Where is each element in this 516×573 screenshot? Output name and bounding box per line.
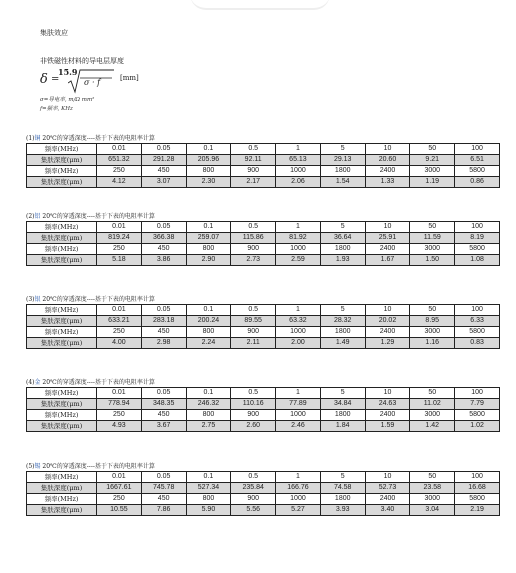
table-cell: 3.86 [141,255,186,266]
table-cell: 50 [410,144,455,155]
table-cell: 0.05 [141,305,186,316]
row-label: 频率(MHz) [27,244,97,255]
table-cell: 5.27 [276,505,321,516]
table-cell: 800 [186,410,231,421]
table-cell: 0.5 [231,305,276,316]
section-number: (5) [26,463,35,470]
table-cell: 1000 [276,410,321,421]
table-cell: 50 [410,472,455,483]
table-cell: 34.84 [320,399,365,410]
table-row [27,222,500,233]
table-row [27,255,500,266]
section-title [26,462,500,471]
table-cell: 20.60 [365,155,410,166]
table-cell: 0.05 [141,472,186,483]
table-row [27,483,500,494]
section-number: (3) [26,296,35,303]
table-cell: 1.50 [410,255,455,266]
row-label: 频率(MHz) [27,144,97,155]
table-cell: 1.84 [320,421,365,432]
row-label: 集肤深度(μm) [27,233,97,244]
table-cell: 1 [276,305,321,316]
section-description: 20℃的穿透深度----基于下表的电阻率计算 [40,296,155,303]
table-cell: 0.01 [97,222,142,233]
table-cell: 291.28 [141,155,186,166]
table-cell: 2.11 [231,338,276,349]
table-cell: 250 [97,166,142,177]
table-cell: 1800 [320,494,365,505]
table-cell: 5 [320,222,365,233]
table-cell: 2.30 [186,177,231,188]
table-cell: 259.07 [186,233,231,244]
table-cell: 2.75 [186,421,231,432]
table-cell: 36.64 [320,233,365,244]
table-cell: 2.90 [186,255,231,266]
table-cell: 4.00 [97,338,142,349]
section-number: (4) [26,379,35,386]
definition-frequency: f=频率, KHz [40,106,73,112]
table-cell: 6.51 [455,155,500,166]
row-label: 集肤深度(μm) [27,255,97,266]
table-cell: 5 [320,305,365,316]
table-cell: 23.58 [410,483,455,494]
table-cell: 900 [231,244,276,255]
table-cell: 250 [97,244,142,255]
table-cell: 10 [365,144,410,155]
table-cell: 0.5 [231,222,276,233]
table-cell: 0.01 [97,388,142,399]
metal-name: 锡 [34,463,41,470]
row-label: 集肤深度(μm) [27,399,97,410]
skin-depth-table [26,143,500,188]
table-row [27,155,500,166]
table-cell: 2400 [365,166,410,177]
table-cell: 1.59 [365,421,410,432]
table-cell: 11.59 [410,233,455,244]
table-cell: 50 [410,388,455,399]
section-description: 20℃的穿透深度----基于下表的电阻率计算 [40,463,155,470]
table-cell: 1.08 [455,255,500,266]
table-cell: 348.35 [141,399,186,410]
table-cell: 11.02 [410,399,455,410]
table-cell: 5.56 [231,505,276,516]
table-cell: 900 [231,327,276,338]
section-description: 20℃的穿透深度----基于下表的电阻率计算 [40,135,155,142]
table-cell: 0.1 [186,144,231,155]
table-cell: 2400 [365,494,410,505]
table-row [27,233,500,244]
table-cell: 1.19 [410,177,455,188]
table-cell: 3.07 [141,177,186,188]
skin-depth-table [26,221,500,266]
table-row [27,505,500,516]
table-cell: 16.68 [455,483,500,494]
table-cell: 5800 [455,494,500,505]
table-cell: 10 [365,222,410,233]
table-cell: 3.40 [365,505,410,516]
table-cell: 0.05 [141,222,186,233]
table-cell: 2.06 [276,177,321,188]
skin-depth-section [26,212,500,266]
table-cell: 1 [276,388,321,399]
row-label: 集肤深度(μm) [27,155,97,166]
table-cell: 450 [141,410,186,421]
table-cell: 745.78 [141,483,186,494]
table-row [27,177,500,188]
table-cell: 2400 [365,327,410,338]
row-label: 频率(MHz) [27,222,97,233]
table-row [27,166,500,177]
table-row [27,494,500,505]
table-cell: 4.93 [97,421,142,432]
row-label: 频率(MHz) [27,305,97,316]
table-cell: 1.93 [320,255,365,266]
table-cell: 2.73 [231,255,276,266]
table-cell: 5800 [455,410,500,421]
table-cell: 100 [455,305,500,316]
table-cell: 3000 [410,244,455,255]
table-cell: 3.93 [320,505,365,516]
skin-depth-formula [40,66,200,94]
table-cell: 1800 [320,410,365,421]
table-cell: 1.02 [455,421,500,432]
table-cell: 110.16 [231,399,276,410]
table-cell: 0.1 [186,388,231,399]
skin-depth-section [26,295,500,349]
table-cell: 77.89 [276,399,321,410]
table-row [27,421,500,432]
table-cell: 2.19 [455,505,500,516]
row-label: 频率(MHz) [27,472,97,483]
table-row [27,338,500,349]
table-cell: 0.05 [141,144,186,155]
section-description: 20℃的穿透深度----基于下表的电阻率计算 [40,213,155,220]
table-cell: 1000 [276,327,321,338]
table-cell: 0.1 [186,472,231,483]
table-cell: 283.18 [141,316,186,327]
formula-unit: [mm] [120,74,139,82]
table-cell: 5 [320,472,365,483]
table-cell: 1 [276,222,321,233]
table-cell: 10 [365,305,410,316]
formula-caption: 非铁磁性材料的导电层厚度 [40,57,124,65]
table-cell: 63.32 [276,316,321,327]
table-cell: 28.32 [320,316,365,327]
table-cell: 2400 [365,244,410,255]
table-cell: 5 [320,388,365,399]
table-cell: 3.04 [410,505,455,516]
page-edge-decoration [190,0,330,10]
formula-radicand: σ · f [84,78,101,87]
table-cell: 5800 [455,166,500,177]
row-label: 集肤深度(μm) [27,316,97,327]
page-title: 集肤效应 [40,29,68,37]
table-cell: 450 [141,327,186,338]
skin-depth-table [26,304,500,349]
table-cell: 2.60 [231,421,276,432]
table-cell: 0.5 [231,472,276,483]
row-label: 集肤深度(μm) [27,505,97,516]
table-cell: 235.84 [231,483,276,494]
table-row [27,327,500,338]
table-cell: 89.55 [231,316,276,327]
row-label: 频率(MHz) [27,388,97,399]
table-cell: 1000 [276,244,321,255]
table-cell: 100 [455,472,500,483]
table-row [27,388,500,399]
table-cell: 1667.61 [97,483,142,494]
table-cell: 8.95 [410,316,455,327]
section-title [26,134,500,143]
table-cell: 900 [231,166,276,177]
table-cell: 52.73 [365,483,410,494]
table-cell: 800 [186,327,231,338]
table-cell: 1800 [320,244,365,255]
table-cell: 92.11 [231,155,276,166]
table-cell: 778.94 [97,399,142,410]
table-cell: 1.33 [365,177,410,188]
table-cell: 2.24 [186,338,231,349]
table-cell: 0.01 [97,144,142,155]
table-cell: 1.49 [320,338,365,349]
table-cell: 0.86 [455,177,500,188]
table-cell: 25.91 [365,233,410,244]
table-cell: 5.18 [97,255,142,266]
table-cell: 1800 [320,166,365,177]
table-row [27,472,500,483]
section-number: (2) [26,213,35,220]
table-cell: 800 [186,166,231,177]
table-cell: 100 [455,144,500,155]
table-cell: 0.1 [186,305,231,316]
table-cell: 29.13 [320,155,365,166]
table-cell: 2.00 [276,338,321,349]
table-cell: 1.42 [410,421,455,432]
table-cell: 0.83 [455,338,500,349]
row-label: 集肤深度(μm) [27,338,97,349]
table-cell: 65.13 [276,155,321,166]
table-cell: 1.29 [365,338,410,349]
table-cell: 2.98 [141,338,186,349]
table-cell: 3000 [410,410,455,421]
table-cell: 2.17 [231,177,276,188]
skin-depth-section [26,378,500,432]
section-title [26,378,500,387]
table-cell: 6.33 [455,316,500,327]
section-number: (1) [26,135,35,142]
table-cell: 8.19 [455,233,500,244]
table-cell: 250 [97,494,142,505]
table-cell: 24.63 [365,399,410,410]
formula-symbol: δ [40,72,48,87]
table-cell: 7.79 [455,399,500,410]
table-cell: 5800 [455,327,500,338]
row-label: 集肤深度(μm) [27,483,97,494]
metal-name: 铜 [34,135,41,142]
table-row [27,399,500,410]
table-cell: 1 [276,472,321,483]
table-cell: 2.59 [276,255,321,266]
table-cell: 900 [231,410,276,421]
table-cell: 633.21 [97,316,142,327]
table-cell: 166.76 [276,483,321,494]
table-cell: 819.24 [97,233,142,244]
table-cell: 10 [365,472,410,483]
table-cell: 0.1 [186,222,231,233]
metal-name: 铝 [34,213,41,220]
table-cell: 800 [186,244,231,255]
table-cell: 1 [276,144,321,155]
table-cell: 3000 [410,327,455,338]
table-cell: 100 [455,388,500,399]
skin-depth-table [26,471,500,516]
table-cell: 3000 [410,494,455,505]
metal-name: 银 [34,296,41,303]
table-cell: 450 [141,166,186,177]
table-cell: 450 [141,494,186,505]
table-cell: 800 [186,494,231,505]
table-row [27,305,500,316]
table-cell: 2.46 [276,421,321,432]
table-cell: 20.02 [365,316,410,327]
table-cell: 250 [97,327,142,338]
table-cell: 1000 [276,494,321,505]
table-row [27,410,500,421]
skin-depth-section [26,134,500,188]
table-cell: 5.90 [186,505,231,516]
table-cell: 1.54 [320,177,365,188]
table-cell: 366.38 [141,233,186,244]
table-cell: 3.67 [141,421,186,432]
table-cell: 1000 [276,166,321,177]
table-cell: 900 [231,494,276,505]
table-cell: 0.05 [141,388,186,399]
formula-numerator: 15.9 [58,67,78,77]
table-row [27,244,500,255]
formula-equals: = [51,74,60,85]
table-cell: 100 [455,222,500,233]
table-cell: 200.24 [186,316,231,327]
table-cell: 0.5 [231,388,276,399]
table-cell: 2400 [365,410,410,421]
table-cell: 205.96 [186,155,231,166]
skin-depth-table [26,387,500,432]
row-label: 集肤深度(μm) [27,421,97,432]
section-title [26,295,500,304]
section-title [26,212,500,221]
table-cell: 10.55 [97,505,142,516]
row-label: 频率(MHz) [27,494,97,505]
table-cell: 0.5 [231,144,276,155]
row-label: 频率(MHz) [27,327,97,338]
table-row [27,144,500,155]
table-cell: 3000 [410,166,455,177]
table-cell: 81.92 [276,233,321,244]
skin-depth-section [26,462,500,516]
row-label: 频率(MHz) [27,166,97,177]
row-label: 频率(MHz) [27,410,97,421]
table-cell: 0.01 [97,305,142,316]
definition-sigma: σ=导电率, m/Ω mm² [40,97,95,103]
table-cell: 1.67 [365,255,410,266]
table-row [27,316,500,327]
row-label: 集肤深度(μm) [27,177,97,188]
table-cell: 527.34 [186,483,231,494]
table-cell: 50 [410,305,455,316]
table-cell: 5800 [455,244,500,255]
section-description: 20℃的穿透深度----基于下表的电阻率计算 [40,379,155,386]
table-cell: 1800 [320,327,365,338]
table-cell: 250 [97,410,142,421]
table-cell: 1.16 [410,338,455,349]
table-cell: 5 [320,144,365,155]
table-cell: 10 [365,388,410,399]
table-cell: 651.32 [97,155,142,166]
table-cell: 4.12 [97,177,142,188]
table-cell: 9.21 [410,155,455,166]
table-cell: 74.58 [320,483,365,494]
table-cell: 246.32 [186,399,231,410]
metal-name: 金 [34,379,41,386]
table-cell: 450 [141,244,186,255]
table-cell: 7.86 [141,505,186,516]
table-cell: 115.86 [231,233,276,244]
table-cell: 0.01 [97,472,142,483]
table-cell: 50 [410,222,455,233]
